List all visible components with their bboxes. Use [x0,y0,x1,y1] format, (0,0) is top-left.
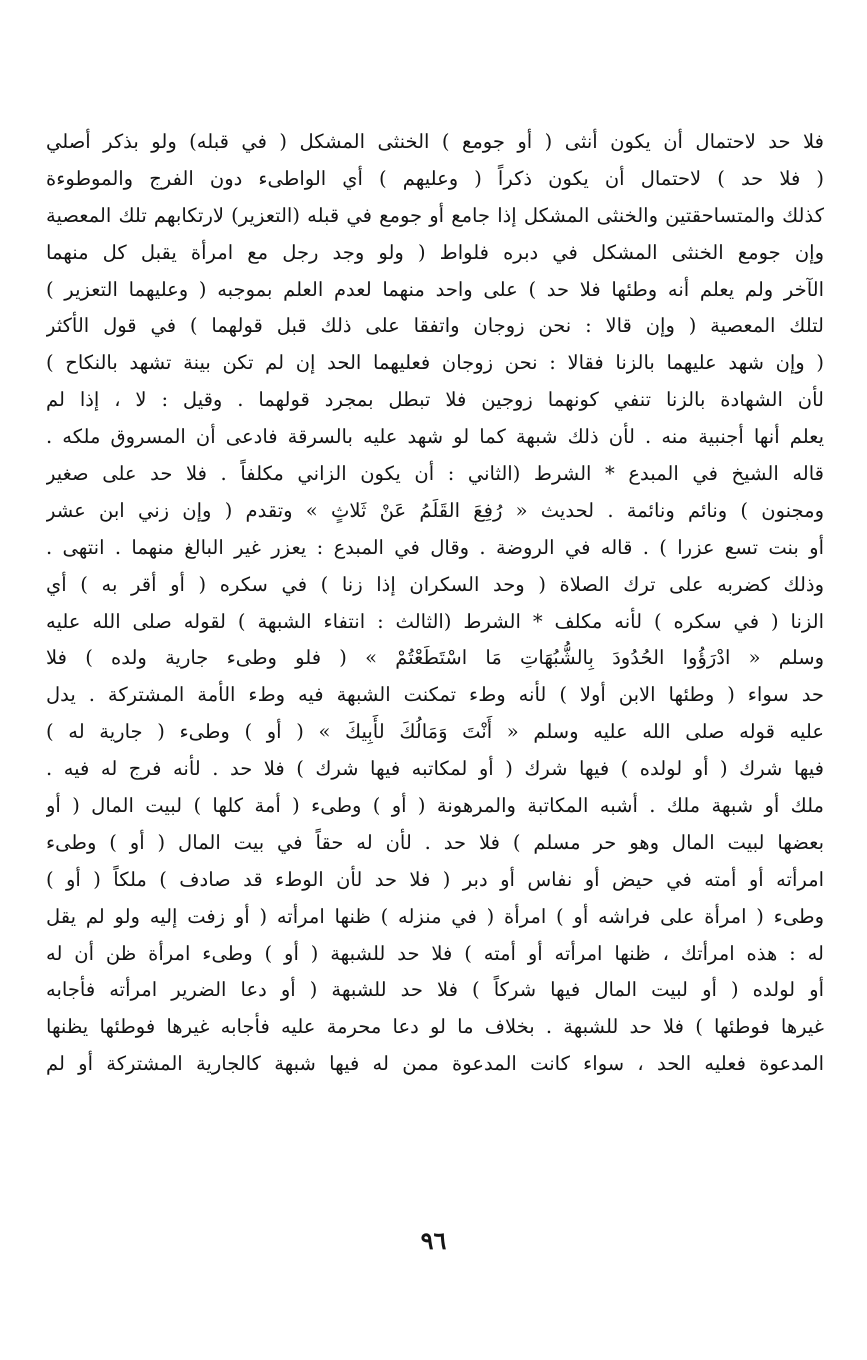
text-line: وإن جومع الخنثى المشكل في دبره فلواط ( ولو وجد رجل مع امرأة يقبل كل منهما [46,240,824,264]
text-line: له : هذه امرأتك ، ظنها امرأته أو أمته ) فلا حد للشبهة ( أو ) وطىء امرأة ظن أن له [46,941,824,965]
text-line: ( فلا حد ) لاحتمال أن يكون ذكراً ( وعليهم ) أي الواطىء دون الفرج والموطوءة [46,166,824,190]
body-text [46,124,824,1083]
text-line: كذلك والمتساحقتين والخنثى المشكل إذا جامع أو جومع في قبله (التعزير) لارتكابهم تلك المعصية [46,203,824,227]
text-line: ومجنون ) ونائم ونائمة . لحديث « رُفِعَ القَلَمُ عَنْ ثَلاثٍ » وتقدم ( وإن زني ابن عشر [46,498,824,522]
text-line: ( وإن شهد عليهما بالزنا فقالا : نحن زوجان فعليهما الحد إن لم تكن بينة تشهد بالنكاح ) [46,351,824,375]
text-line: يعلم أنها أجنبية منه . لأن ذلك شبهة كما لو شهد عليه بالسرقة فادعى أن المسروق ملكه . [46,425,824,449]
page-number: ٩٦ [420,1226,447,1255]
text-line: غيرها فوطئها ) فلا حد للشبهة . بخلاف ما لو دعا محرمة عليه فأجابه غيرها فوطئها يظنها [46,1015,824,1039]
text-line: بعضها لبيت المال وهو حر مسلم ) فلا حد . لأن له حقاً في بيت المال ( أو ) وطىء [46,830,824,854]
text-line: لتلك المعصية ( وإن قالا : نحن زوجان واتفقا على ذلك قبل قولهما ) في قول الأكثر [46,314,824,338]
text-line: وسلم « ادْرَؤُوا الحُدُودَ بِالشُّبُهَاتِ مَا اسْتَطَعْتُمْ » ( فلو وطىء جارية ولده ) فلا [46,646,824,670]
text-line: لأن الشهادة بالزنا تنفي كونهما زوجين فلا تبطل بمجرد قولهما . وقيل : لا ، إذا لم [46,388,824,412]
text-line: وذلك كضربه على ترك الصلاة ( وحد السكران إذا زنا ) في سكره ( أو أقر به ) أي [46,572,824,596]
text-line: فيها شرك ( أو لولده ) فيها شرك ( أو لمكاتبه فيها شرك ) فلا حد . لأنه فرج له فيه . [46,757,824,781]
text-line: فلا حد لاحتمال أن يكون أنثى ( أو جومع ) الخنثى المشكل ( في قبله) ولو بذكر أصلي [46,130,824,153]
text-line: أو لولده ( أو لبيت المال فيها شركاً ) فلا حد للشبهة ( أو دعا الضرير امرأته فأجابه [46,978,824,1002]
text-line: الزنا ( في سكره ) لأنه مكلف * الشرط (الثالث : انتفاء الشبهة ) لقوله صلى الله عليه [46,609,824,633]
text-line: امرأته أو أمته في حيض أو نفاس أو دبر ( فلا حد لأن الوطء قد صادف ) ملكاً ( أو ) [46,867,824,891]
text-line: أو بنت تسع عزرا ) . قاله في الروضة . وقال في المبدع : يعزر غير البالغ منهما . انتهى . [46,535,824,559]
text-line: وطىء ( امرأة على فراشه أو ) امرأة ( في منزله ) ظنها امرأته ( أو زفت إليه ولو لم يقل [46,904,824,928]
text-line: عليه قوله صلى الله عليه وسلم « أَنْتَ وَمَالُكَ لأَبِيكَ » ( أو ) وطىء ( جارية له ) [46,720,824,744]
text-line: الآخر ولم يعلم أنه وطئها فلا حد ) على واحد منهما لعدم العلم بموجبه ( وعليهما التعزير ) [46,277,824,301]
text-line: المدعوة فعليه الحد ، سواء كانت المدعوة ممن له فيها شبهة كالجارية المشتركة أو لم [46,1052,824,1076]
text-line: قاله الشيخ في المبدع * الشرط (الثاني : أن يكون الزاني مكلفاً . فلا حد على صغير [46,462,824,486]
text-line: حد سواء ( وطئها الابن أولا ) لأنه وطء تمكنت الشبهة فيه وطء الأمة المشتركة . يدل [46,683,824,707]
text-line: ملك أو شبهة ملك . أشبه المكاتبة والمرهونة ( أو ) وطىء ( أمة كلها ) لبيت المال ( أو [46,794,824,818]
